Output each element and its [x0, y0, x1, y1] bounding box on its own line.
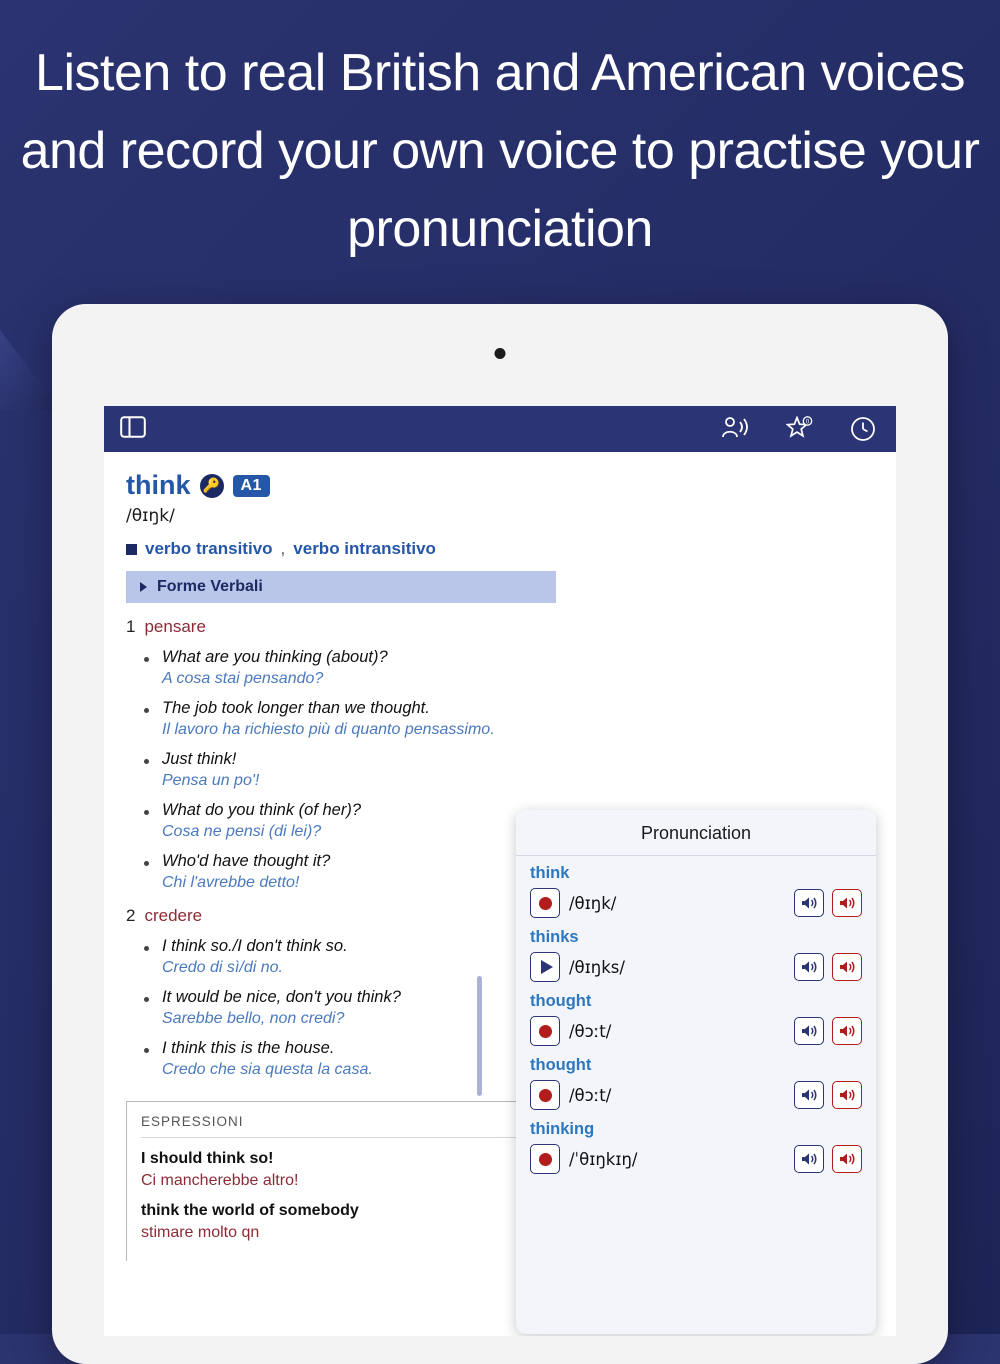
pronunciation-row [530, 1056, 862, 1110]
expression-it: Ci mancherebbe altro! [141, 1172, 299, 1189]
example-it: Sarebbe bello, non credi? [162, 1010, 345, 1027]
sense-label: credere [144, 906, 203, 925]
pronunciation-popover [516, 810, 876, 1334]
record-dot-icon [539, 897, 552, 910]
chevron-right-icon [140, 582, 147, 592]
example-en: What are you thinking (about)? [162, 648, 388, 666]
record-button[interactable] [530, 888, 560, 918]
speaker-uk-button[interactable] [794, 1145, 824, 1173]
app-screen [104, 406, 896, 1336]
forme-verbali-toggle[interactable] [126, 571, 556, 603]
example-en: The job took longer than we thought. [162, 699, 430, 717]
pronunciation-ipa: /θɔːt/ [569, 1021, 612, 1041]
svg-text:0: 0 [805, 419, 810, 426]
play-triangle-icon [541, 960, 553, 974]
pronunciation-button[interactable] [720, 415, 750, 443]
speaker-us-button[interactable] [832, 953, 862, 981]
play-recording-button[interactable] [530, 952, 560, 982]
pronunciation-word: thinks [530, 928, 579, 946]
pronunciation-ipa: /θɔːt/ [569, 1085, 612, 1105]
speaker-us-button[interactable] [832, 1017, 862, 1045]
pronunciation-row [530, 928, 862, 982]
example-en: What do you think (of her)? [162, 801, 362, 819]
pronunciation-row [530, 992, 862, 1046]
list-item [144, 648, 874, 688]
pronunciation-word: think [530, 864, 570, 882]
expression-en: I should think so! [141, 1150, 274, 1167]
example-it: Credo di sì/di no. [162, 959, 283, 976]
example-it: A cosa stai pensando? [162, 670, 324, 687]
record-dot-icon [539, 1025, 552, 1038]
pronunciation-ipa: /θɪŋk/ [569, 893, 617, 913]
pronunciation-row [530, 864, 862, 918]
sense-number: 1 [126, 617, 136, 636]
example-en: Who'd have thought it? [162, 852, 331, 870]
forme-verbali-label: Forme Verbali [157, 578, 263, 595]
pronunciation-word: thought [530, 992, 592, 1010]
pronunciation-ipa: /θɪŋks/ [569, 957, 625, 977]
entry-scrollbar[interactable] [477, 976, 482, 1096]
speaker-uk-button[interactable] [794, 1081, 824, 1109]
headword-row [126, 470, 874, 501]
front-camera [495, 348, 506, 359]
pronunciation-ipa: /ˈθɪŋkɪŋ/ [569, 1149, 638, 1169]
example-it: Pensa un po'! [162, 772, 260, 789]
record-button[interactable] [530, 1016, 560, 1046]
app-toolbar [104, 406, 896, 452]
expression-en: think the world of somebody [141, 1202, 359, 1219]
pronunciation-list [516, 856, 876, 1174]
headword-phonetic: /θɪŋk/ [126, 506, 175, 526]
record-button[interactable] [530, 1144, 560, 1174]
record-dot-icon [539, 1153, 552, 1166]
sense-number: 2 [126, 906, 136, 925]
speaker-uk-button[interactable] [794, 1017, 824, 1045]
example-en: I think this is the house. [162, 1039, 335, 1057]
part-of-speech-1: verbo transitivo [145, 539, 273, 558]
example-en: It would be nice, don't you think? [162, 988, 401, 1006]
example-it: Chi l'avrebbe detto! [162, 874, 300, 891]
speaker-us-button[interactable] [832, 1145, 862, 1173]
bullet-square-icon [126, 544, 137, 555]
key-icon: 🔑 [200, 474, 224, 498]
speaker-uk-button[interactable] [794, 953, 824, 981]
pronunciation-row [530, 1120, 862, 1174]
list-item [144, 699, 874, 739]
tablet-device-frame [52, 304, 948, 1364]
speaker-us-button[interactable] [832, 1081, 862, 1109]
headword: think [126, 470, 191, 500]
list-item [144, 750, 874, 790]
example-it: Credo che sia questa la casa. [162, 1061, 373, 1078]
favorites-button[interactable] [786, 416, 814, 442]
level-badge: A1 [233, 475, 270, 497]
expression-it: stimare molto qn [141, 1224, 260, 1241]
sidebar-toggle-button[interactable] [120, 415, 146, 444]
pos-separator: , [280, 539, 286, 558]
sidebar-panel-icon [120, 415, 146, 439]
speaker-us-button[interactable] [832, 889, 862, 917]
toolbar-actions [720, 415, 876, 443]
example-en: Just think! [162, 750, 237, 768]
part-of-speech-2: verbo intransitivo [293, 539, 436, 558]
sense-heading [126, 617, 874, 637]
promo-headline: Listen to real British and American voices and record your own voice to practise your pronunciation [20, 44, 980, 258]
example-it: Cosa ne pensi (di lei)? [162, 823, 322, 840]
speaker-uk-button[interactable] [794, 889, 824, 917]
part-of-speech-row [126, 539, 874, 559]
history-button[interactable] [850, 416, 876, 442]
example-en: I think so./I don't think so. [162, 937, 348, 955]
espressioni-title: ESPRESSIONI [141, 1114, 859, 1138]
pronunciation-title: Pronunciation [516, 810, 876, 856]
record-button[interactable] [530, 1080, 560, 1110]
example-it: Il lavoro ha richiesto più di quanto pensassimo. [162, 721, 495, 738]
sense-label: pensare [144, 617, 206, 636]
pronunciation-word: thinking [530, 1120, 595, 1138]
record-dot-icon [539, 1089, 552, 1102]
pronunciation-word: thought [530, 1056, 592, 1074]
